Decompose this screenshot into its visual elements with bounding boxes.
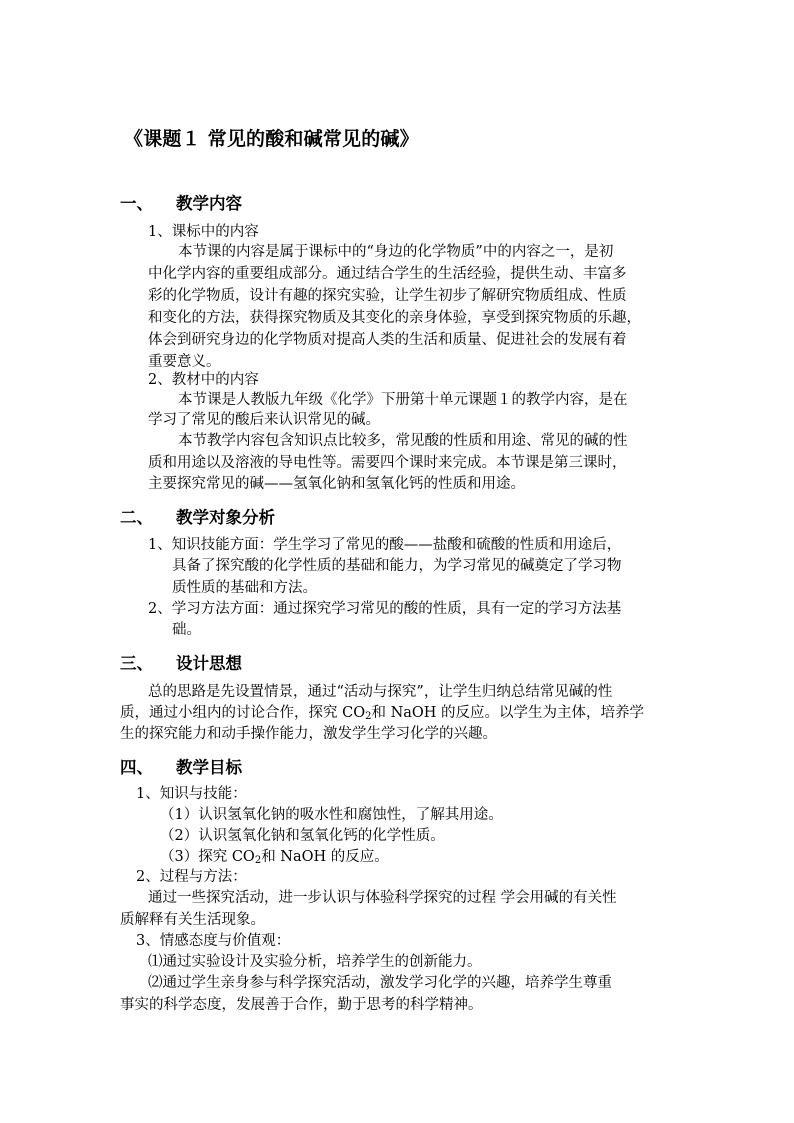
section4-number: 四、 <box>120 758 153 777</box>
section1-p1-line2: 中化学内容的重要组成部分。通过结合学生的生活经验，提供生动、丰富多 <box>148 266 627 282</box>
goal1-item2: （2）认识氢氧化钠和氢氧化钙的化学性质。 <box>160 828 445 844</box>
goal3-item2-line1: ⑵通过学生亲身参与科学探究活动，激发学习化学的兴趣，培养学生尊重 <box>148 975 612 991</box>
section1-p1-line6: 重要意义。 <box>148 354 221 370</box>
goal1-item1: （1）认识氢氧化钠的吸水性和腐蚀性，了解其用途。 <box>160 807 503 823</box>
section4-heading: 教学目标 <box>176 758 242 777</box>
section2-heading: 教学对象分析 <box>176 508 275 527</box>
section3-heading: 设计思想 <box>176 654 242 673</box>
section1-p1-line3: 彩的化学物质，设计有趣的探究实验，让学生初步了解研究物质组成、性质 <box>148 288 627 304</box>
section2-item2-line1: 2、学习方法方面：通过探究学习常见的酸的性质，具有一定的学习方法基 <box>148 601 622 617</box>
section2-item2-line2: 础。 <box>172 622 201 638</box>
section3-line2: 质，通过小组内的讨论合作，探究 $CO_2$和 NaOH 的反应。以学生为主体，培养学 <box>120 705 645 722</box>
section1-number: 一、 <box>120 194 153 213</box>
section2-item1-line3: 质性质的基础和方法。 <box>172 580 317 596</box>
goal1-label: 1、知识与技能： <box>136 786 247 802</box>
section1-p1-line5: 体会到研究身边的化学物质对提高人类的生活和质量、促进社会的发展有着 <box>148 332 627 348</box>
section2-item1-line1: 1、知识技能方面：学生学习了常见的酸——盐酸和硫酸的性质和用途后， <box>148 537 622 553</box>
section3-line1: 总的思路是先设置情景，通过“活动与探究”，让学生归纳总结常见碱的性 <box>148 684 613 700</box>
section1-p2-line2: 学习了常见的酸后来认识常见的碱。 <box>148 412 380 428</box>
section2-number: 二、 <box>120 508 153 527</box>
section3-number: 三、 <box>120 654 153 673</box>
section1-p1-line4: 和变化的方法，获得探究物质及其变化的亲身体验，享受到探究物质的乐趣， <box>148 310 641 326</box>
goal1-item3: （3）探究 $CO_2$和 NaOH 的反应。 <box>160 849 389 866</box>
section1-sub2: 2、教材中的内容 <box>148 372 259 388</box>
section1-heading: 教学内容 <box>176 194 242 213</box>
section1-p3-line2: 质和用途以及溶液的导电性等。需要四个课时来完成。本节课是第三课时， <box>148 455 627 471</box>
goal3-item2-line2: 事实的科学态度，发展善于合作，勤于思考的科学精神。 <box>120 997 483 1013</box>
section1-p3-line1: 本节教学内容包含知识点比较多，常见酸的性质和用途、常见的碱的性 <box>178 433 628 449</box>
section3-line3: 生的探究能力和动手操作能力，激发学生学习化学的兴趣。 <box>120 726 497 742</box>
goal3-label: 3、情感态度与价值观： <box>136 933 291 949</box>
goal2-label: 2、过程与方法： <box>136 869 247 885</box>
section1-p2-line1: 本节课是人教版九年级《化学》下册第十单元课题１的教学内容，是在 <box>178 392 628 408</box>
goal3-item1: ⑴通过实验设计及实验分析，培养学生的创新能力。 <box>148 954 482 970</box>
section1-p3-line3: 主要探究常见的碱——氢氧化钠和氢氧化钙的性质和用途。 <box>148 476 525 492</box>
goal2-line1: 通过一些探究活动，进一步认识与体验科学探究的过程 学会用碱的有关性 <box>148 890 617 906</box>
section1-sub1: 1、课标中的内容 <box>148 224 259 240</box>
section1-p1-line1: 本节课的内容是属于课标中的“身边的化学物质”中的内容之一，是初 <box>178 244 614 260</box>
goal2-line2: 质解释有关生活现象。 <box>120 912 265 928</box>
section2-item1-line2: 具备了探究酸的化学性质的基础和能力，为学习常见的碱奠定了学习物 <box>172 558 622 574</box>
document-title: 《课题１ 常见的酸和碱常见的碱》 <box>124 128 419 150</box>
